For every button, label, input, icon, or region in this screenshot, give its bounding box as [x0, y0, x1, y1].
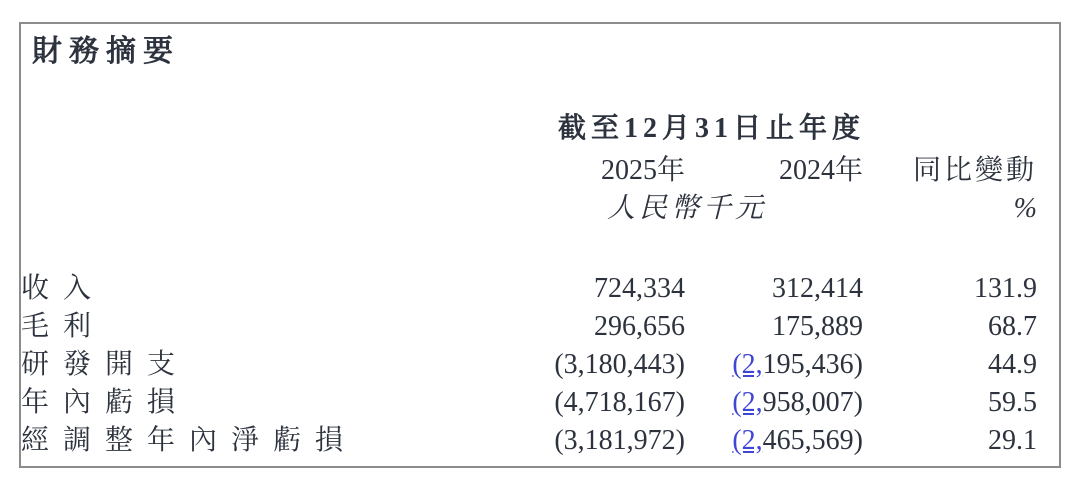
row-label: 收入 — [21, 273, 106, 304]
currency-unit-text: 人民幣千元 — [606, 193, 767, 224]
spacer-row — [21, 228, 1037, 270]
value-change: 59.5 — [988, 387, 1037, 418]
table-row-loss-for-year — [21, 384, 1037, 422]
col-header-change: 同比變動 — [912, 155, 1037, 186]
empty-cell — [21, 190, 451, 228]
col-header-2025: 2025年 — [600, 155, 685, 186]
value-change: 44.9 — [988, 349, 1037, 380]
value-2024-rest: 175,889 — [772, 311, 863, 342]
value-2024 — [685, 422, 863, 460]
value-2024-rest: 195,436) — [762, 349, 863, 380]
value-2024-link[interactable]: (2, — [732, 425, 763, 456]
value-change: 29.1 — [988, 425, 1037, 456]
value-2024 — [685, 384, 863, 422]
value-2025: 296,656 — [594, 311, 685, 342]
section-title: 財務摘要 — [32, 35, 180, 68]
value-2025: 724,334 — [594, 273, 685, 304]
row-label: 經調整年內淨虧損 — [21, 425, 358, 456]
value-2024-rest: 312,414 — [772, 273, 863, 304]
value-2024-rest: 465,569) — [762, 425, 863, 456]
row-label: 研發開支 — [21, 349, 190, 380]
percent-unit-label: % — [1013, 193, 1037, 224]
row-label: 年內虧損 — [21, 387, 190, 418]
col-header-2024: 2024年 — [778, 155, 863, 186]
value-2024-link[interactable]: (2, — [732, 349, 763, 380]
value-2024 — [685, 308, 863, 346]
financial-summary-box — [19, 22, 1061, 468]
value-change: 131.9 — [974, 273, 1037, 304]
row-label: 毛利 — [21, 311, 106, 342]
value-2025: (3,180,443) — [554, 349, 685, 380]
currency-unit-label — [451, 190, 863, 228]
value-2024 — [685, 270, 863, 308]
period-header: 截至12月31日止年度 — [558, 113, 866, 144]
value-2025: (4,718,167) — [554, 387, 685, 418]
table-row-revenue — [21, 270, 1037, 308]
table-row-rd-expenses — [21, 346, 1037, 384]
value-2024-rest: 958,007) — [762, 387, 863, 418]
value-2024 — [685, 346, 863, 384]
financial-summary-table — [21, 152, 1037, 460]
empty-cell — [21, 152, 451, 190]
value-change: 68.7 — [988, 311, 1037, 342]
value-2025: (3,181,972) — [554, 425, 685, 456]
table-row-gross-profit — [21, 308, 1037, 346]
table-row-adjusted-net-loss — [21, 422, 1037, 460]
value-2024-link[interactable]: (2, — [732, 387, 763, 418]
unit-row — [21, 190, 1037, 228]
year-header-row — [21, 152, 1037, 190]
